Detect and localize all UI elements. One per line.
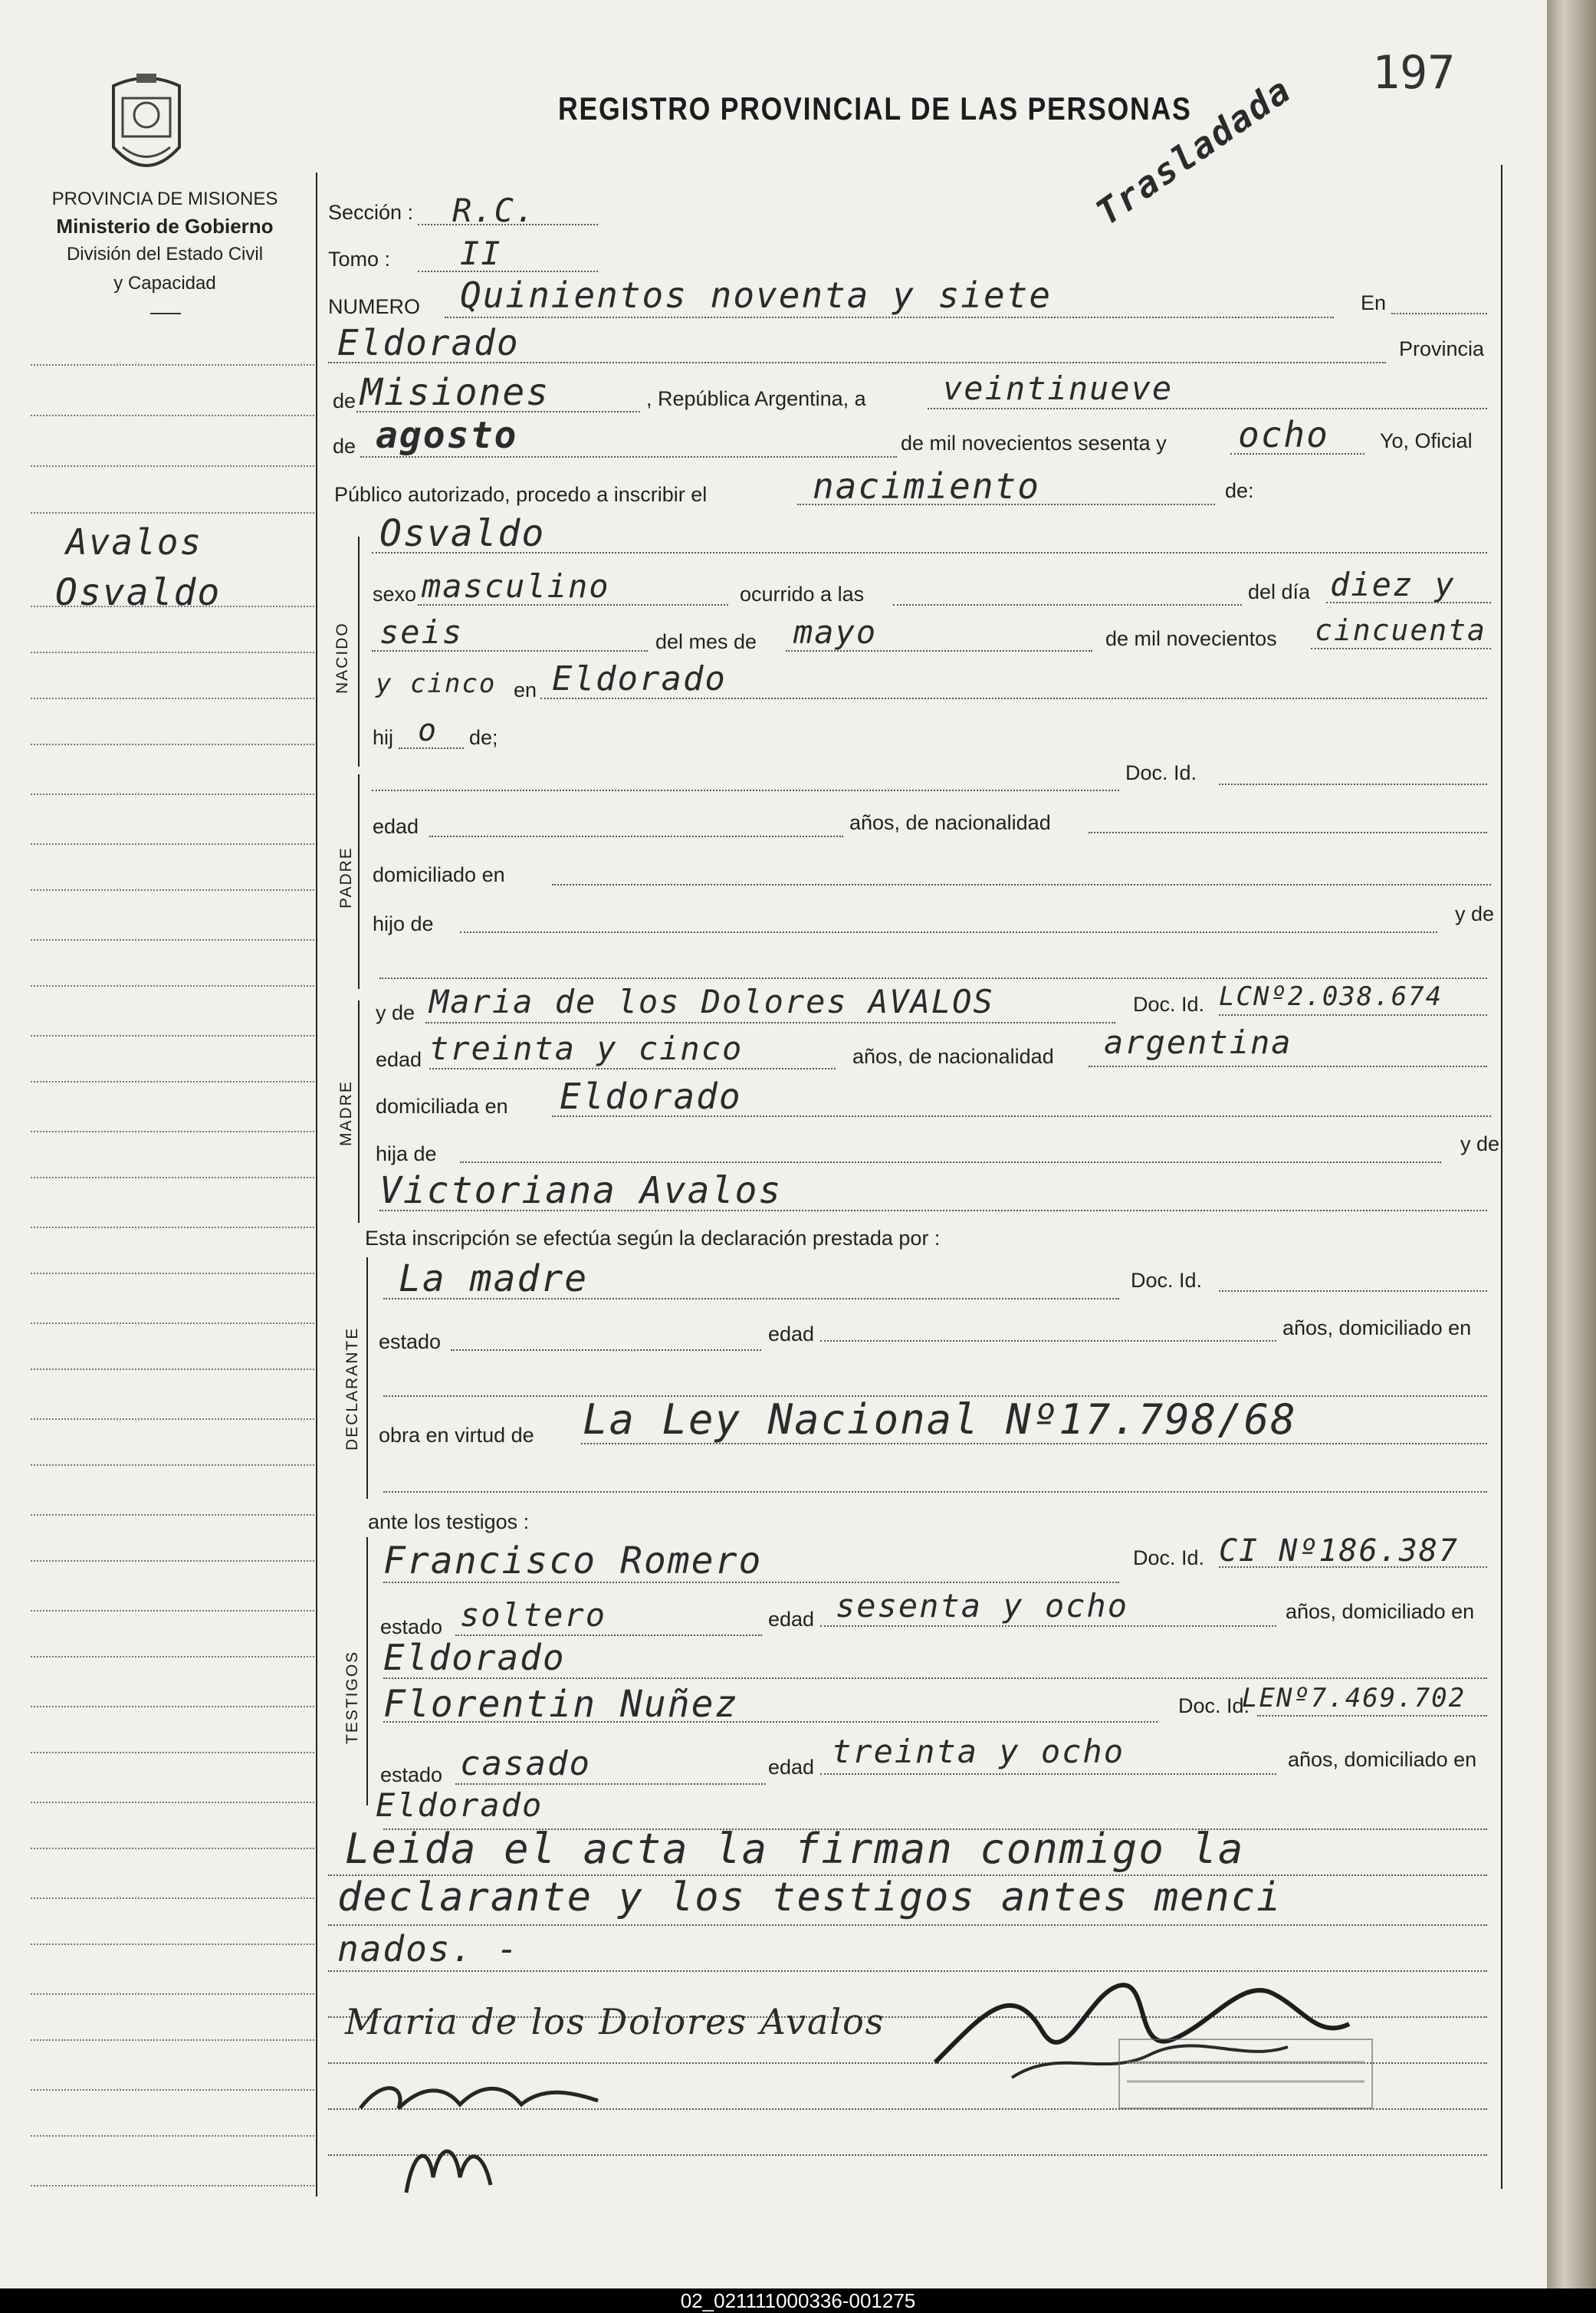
- hijo-suffix-value: o: [418, 713, 438, 748]
- testigo2-value: Florentin Nuñez: [383, 1683, 739, 1726]
- padre-nombre-line: [372, 790, 1119, 791]
- label-madre: MADRE: [337, 1080, 355, 1146]
- label-seccion: Sección :: [328, 201, 414, 224]
- label-de-mil-nov: de mil novecientos: [1105, 627, 1277, 650]
- padre-nac-line: [1089, 832, 1487, 833]
- lugar-value: Eldorado: [337, 322, 520, 363]
- en-line: [1391, 313, 1487, 314]
- label-en-lugar: en: [514, 678, 537, 701]
- sexo-value: masculino: [422, 567, 610, 605]
- declarante-edad-line: [820, 1340, 1276, 1342]
- transfer-stamp: Trasladada: [1089, 68, 1299, 234]
- label-ocurrido: ocurrido a las: [740, 583, 865, 606]
- label-tomo: Tomo :: [328, 248, 391, 271]
- madre-bracket: [358, 1000, 360, 1223]
- label-padre: PADRE: [337, 846, 355, 908]
- obra-line-2: [383, 1491, 1487, 1493]
- testigo2-dom-value: Eldorado: [376, 1786, 543, 1824]
- label-ante-testigos: ante los testigos :: [368, 1510, 530, 1533]
- label-madre-hija-yde: y de: [1460, 1132, 1500, 1155]
- note-text-1: Leida el acta la firman conmigo la: [345, 1825, 1245, 1873]
- label-declarante-dom: años, domiciliado en: [1282, 1316, 1472, 1339]
- label-de-semicolon: de;: [469, 726, 498, 749]
- book-binding: [1547, 0, 1596, 2288]
- madre-nombre-line: [425, 1022, 1115, 1023]
- label-numero: NUMERO: [328, 295, 420, 318]
- label-padre-nac: años, de nacionalidad: [849, 811, 1051, 834]
- dia-nac-value-1: diez y: [1330, 566, 1456, 603]
- testigo2-estado-value: casado: [460, 1744, 591, 1783]
- right-border: [1501, 165, 1502, 2189]
- anio-nac-line: [1311, 648, 1491, 649]
- madre-edad-value: treinta y cinco: [429, 1030, 744, 1067]
- label-de-mes: de: [333, 435, 356, 458]
- label-madre-dom: domiciliada en: [376, 1095, 508, 1118]
- ley-value: La Ley Nacional Nº17.798/68: [583, 1395, 1297, 1444]
- tomo-value: II: [460, 235, 502, 272]
- witness-signature-2: [399, 2131, 506, 2208]
- label-testigo2-estado: estado: [380, 1763, 443, 1786]
- label-madre-hija: hija de: [376, 1142, 437, 1165]
- label-madre-nac: años, de nacionalidad: [852, 1045, 1054, 1068]
- padre-doc-line: [1219, 784, 1487, 785]
- label-del-mes: del mes de: [655, 630, 757, 653]
- page-number: 197: [1372, 46, 1456, 100]
- tomo-line: [418, 271, 598, 272]
- testigo1-edad-value: sesenta y ocho: [836, 1587, 1129, 1625]
- label-madre-edad: edad: [376, 1048, 422, 1071]
- label-nacido: NACIDO: [333, 622, 351, 694]
- testigo1-estado-value: soltero: [460, 1596, 607, 1634]
- abuela-value: Victoriana Avalos: [379, 1169, 783, 1212]
- label-declarante-edad: edad: [768, 1322, 815, 1345]
- dia-line: [928, 408, 1487, 409]
- label-testigo1-dom: años, domiciliado en: [1286, 1600, 1475, 1623]
- file-id-footer: 02_021111000336-001275: [0, 2288, 1596, 2313]
- label-madre-doc: Doc. Id.: [1133, 993, 1205, 1016]
- left-border: [316, 172, 317, 2196]
- label-padre-edad: edad: [373, 815, 419, 838]
- madre-nac-value: argentina: [1104, 1023, 1292, 1061]
- label-en: En: [1361, 291, 1387, 314]
- note-text-3: nados. -: [337, 1928, 520, 1970]
- label-hij: hij: [373, 726, 394, 749]
- coat-of-arms-icon: [106, 71, 187, 184]
- madre-edad-line: [429, 1068, 836, 1069]
- testigo2-doc-line: [1257, 1715, 1487, 1717]
- declarante-bracket: [366, 1257, 368, 1499]
- label-testigo1-doc: Doc. Id.: [1133, 1546, 1205, 1569]
- ministry-name: Ministerio de Gobierno: [56, 215, 274, 238]
- testigos-bracket: [366, 1537, 368, 1805]
- testigo1-edad-line: [820, 1625, 1276, 1627]
- padre-abuela-line: [379, 977, 1487, 979]
- testigo2-doc-value: LENº7.469.702: [1242, 1683, 1466, 1713]
- numero-line: [445, 317, 1334, 318]
- madre-hija-line: [460, 1161, 1441, 1163]
- margin-surname: Avalos: [66, 521, 203, 563]
- nacido-bracket: [358, 537, 360, 767]
- testigo1-estado-line: [455, 1635, 762, 1636]
- label-esta-inscripcion: Esta inscripción se efectúa según la declaración prestada por :: [365, 1227, 941, 1250]
- witness-signature-1: [353, 2062, 606, 2131]
- seccion-value: R.C.: [452, 192, 537, 229]
- label-declarante: DECLARANTE: [343, 1326, 361, 1451]
- dia-inscripcion-value: veintinueve: [943, 370, 1174, 407]
- acto-value: nacimiento: [813, 465, 1040, 507]
- madre-nac-line: [1089, 1066, 1487, 1067]
- label-provincia: Provincia: [1399, 337, 1485, 360]
- madre-doc-line: [1219, 1014, 1487, 1016]
- label-testigo2-doc: Doc. Id.: [1178, 1694, 1250, 1717]
- label-declarante-estado: estado: [379, 1330, 442, 1353]
- capacity-name: y Capacidad: [113, 273, 216, 294]
- declarante-estado-line: [451, 1349, 761, 1351]
- note-line-2: [328, 1924, 1487, 1926]
- mother-signature: Maria de los Dolores Avalos: [345, 2001, 885, 2042]
- mes-nac-value: mayo: [793, 613, 878, 651]
- label-de-mil: de mil novecientos sesenta y: [901, 432, 1167, 455]
- label-padre-hijo: hijo de: [373, 912, 434, 935]
- label-del-dia: del día: [1248, 580, 1311, 603]
- madre-dom-value: Eldorado: [560, 1076, 742, 1117]
- declarante-value: La madre: [399, 1257, 589, 1300]
- label-padre-doc: Doc. Id.: [1125, 761, 1197, 784]
- label-republica: , República Argentina, a: [646, 387, 866, 410]
- label-yo-oficial: Yo, Oficial: [1380, 429, 1473, 452]
- testigo1-doc-value: CI Nº186.387: [1219, 1533, 1459, 1569]
- label-de-colon: de:: [1225, 479, 1254, 502]
- mes-inscripcion-value: agosto: [376, 414, 518, 457]
- madre-doc-value: LCNº2.038.674: [1219, 981, 1443, 1012]
- testigo1-dom-value: Eldorado: [383, 1637, 566, 1678]
- dia-nac-value-2: seis: [379, 613, 464, 651]
- label-padre-dom: domiciliado en: [373, 863, 505, 886]
- anio-inscripcion-value: ocho: [1238, 414, 1329, 455]
- margin-name: Osvaldo: [55, 571, 222, 614]
- nombre-value: Osvaldo: [379, 512, 546, 555]
- divider: [150, 313, 181, 314]
- label-publico: Público autorizado, procedo a inscribir el: [334, 483, 708, 506]
- padre-bracket: [358, 774, 360, 989]
- label-declarante-doc: Doc. Id.: [1131, 1269, 1203, 1292]
- label-obra: obra en virtud de: [379, 1424, 534, 1447]
- label-madre-yde: y de: [376, 1001, 415, 1024]
- note-text-2: declarante y los testigos antes menci: [337, 1874, 1282, 1920]
- label-de-provincia: de: [333, 389, 356, 412]
- padre-hijo-line: [460, 931, 1437, 933]
- hora-line: [893, 604, 1242, 606]
- anio-nac-value-2: y cinco: [376, 669, 497, 699]
- label-testigo2-edad: edad: [768, 1756, 815, 1779]
- label-padre-yde: y de: [1455, 902, 1495, 925]
- label-testigo1-estado: estado: [380, 1615, 443, 1638]
- label-testigo1-edad: edad: [768, 1608, 815, 1631]
- padre-edad-line: [429, 836, 843, 837]
- anio-nac-value-1: cincuenta: [1315, 613, 1486, 647]
- province-name: PROVINCIA DE MISIONES: [51, 189, 278, 209]
- label-testigo2-dom: años, domiciliado en: [1288, 1748, 1477, 1771]
- testigo2-edad-line: [820, 1773, 1276, 1775]
- testigo2-estado-line: [455, 1783, 766, 1785]
- testigo1-value: Francisco Romero: [383, 1539, 763, 1582]
- page-title: REGISTRO PROVINCIAL DE LAS PERSONAS: [558, 90, 1192, 126]
- division-name: División del Estado Civil: [66, 244, 264, 264]
- madre-nombre-value: Maria de los Dolores AVALOS: [429, 983, 994, 1020]
- declarante-doc-line: [1219, 1290, 1487, 1292]
- padre-dom-line: [552, 884, 1491, 885]
- testigo2-edad-value: treinta y ocho: [832, 1733, 1125, 1770]
- label-sexo: sexo: [373, 583, 417, 606]
- official-signature: [920, 1947, 1395, 2124]
- numero-value: Quinientos noventa y siete: [460, 274, 1053, 316]
- lugar-nac-value: Eldorado: [552, 659, 727, 698]
- label-testigos: TESTIGOS: [343, 1650, 361, 1744]
- provincia-value: Misiones: [360, 371, 550, 414]
